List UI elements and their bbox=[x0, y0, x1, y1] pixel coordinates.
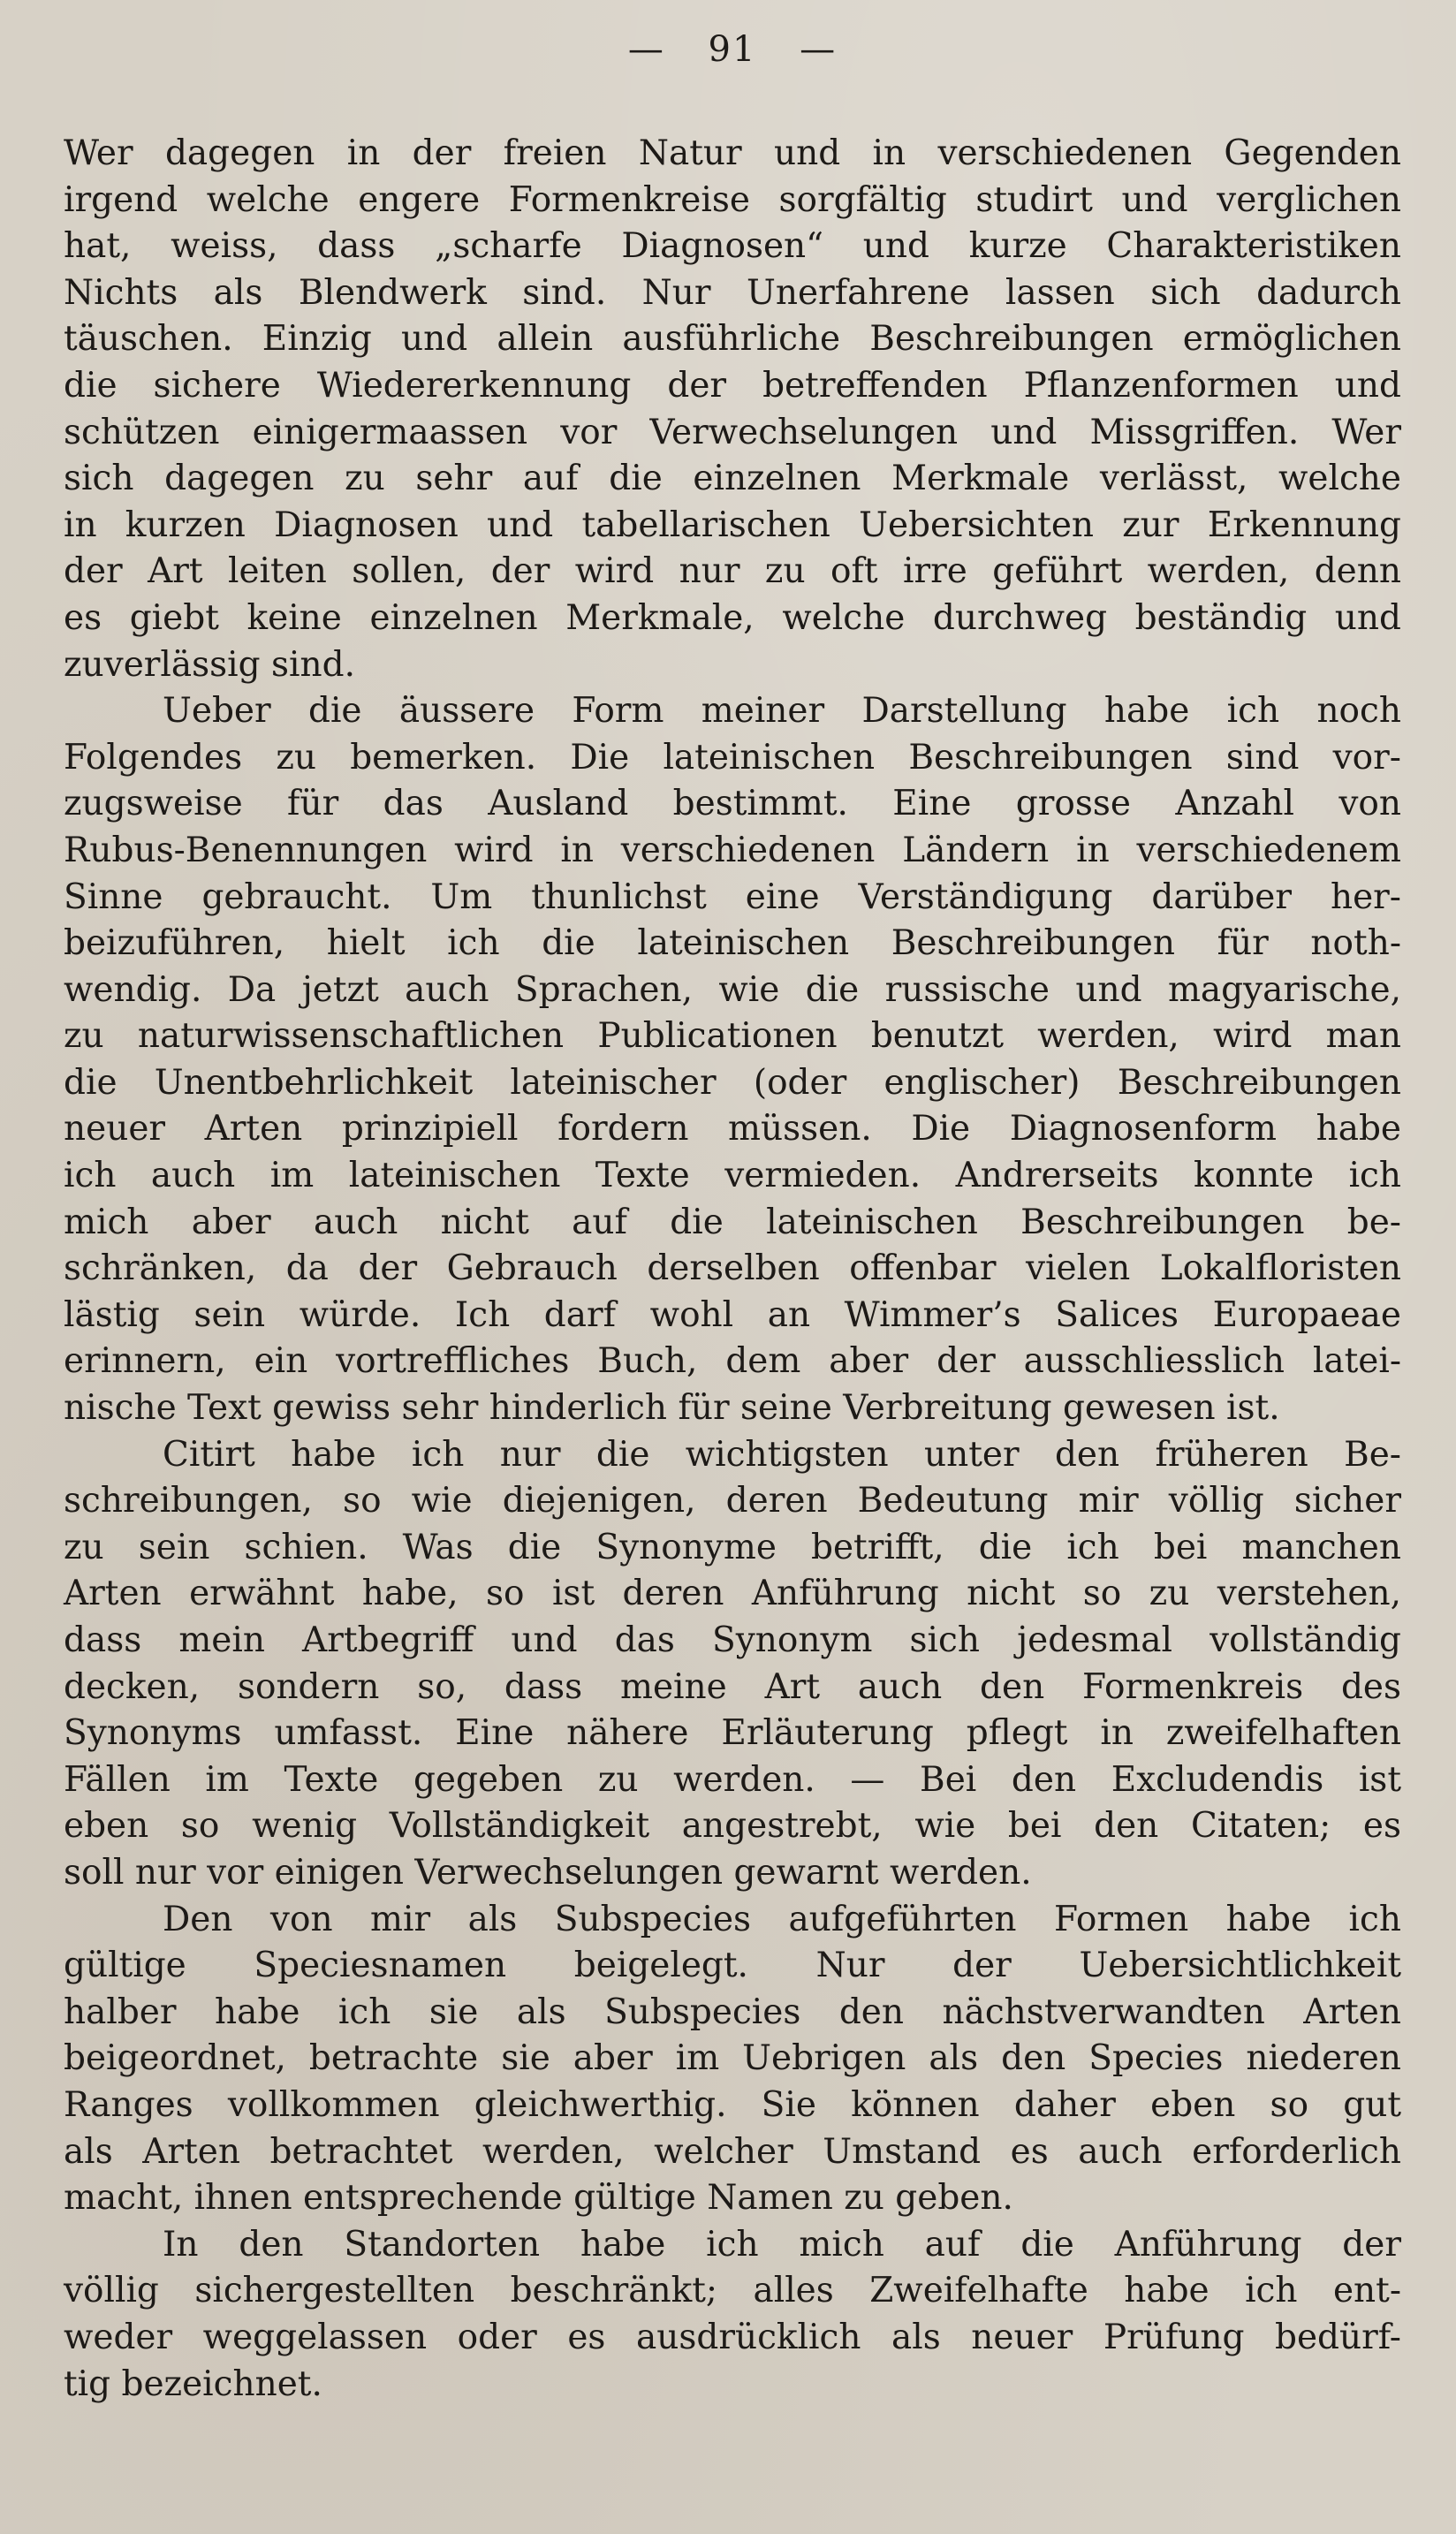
paragraph bbox=[64, 1432, 1401, 1897]
page-number: 91 bbox=[708, 29, 757, 70]
page-number-dash-left: — bbox=[627, 29, 665, 70]
text-line: sich dagegen zu sehr auf die einzelnen Merkmale verlässt, welche bbox=[64, 459, 1401, 499]
text-line: Fällen im Texte gegeben zu werden. — Bei den Excludendis ist bbox=[64, 1759, 1401, 1800]
text-line: schränken, da der Gebrauch derselben offenbar vielen Lokalfloristen bbox=[64, 1248, 1401, 1289]
text-line: Citirt habe ich nur die wichtigsten unter den früheren Be- bbox=[163, 1434, 1401, 1475]
text-line: erinnern, ein vortreffliches Buch, dem aber der ausschliesslich latei- bbox=[64, 1341, 1401, 1382]
text-line: in kurzen Diagnosen und tabellarischen Uebersichten zur Erkennung bbox=[64, 505, 1401, 545]
text-line: nische Text gewiss sehr hinderlich für seine Verbreitung gewesen ist. bbox=[64, 1388, 1280, 1429]
text-line: Den von mir als Subspecies aufgeführten Formen habe ich bbox=[163, 1899, 1401, 1939]
text-line: macht, ihnen entsprechende gültige Namen zu geben. bbox=[64, 2178, 1013, 2219]
paragraph bbox=[64, 688, 1401, 1432]
text-line: beizuführen, hielt ich die lateinischen Beschreibungen für noth- bbox=[64, 923, 1401, 964]
text-line: beigeordnet, betrachte sie aber im Uebrigen als den Species niederen bbox=[64, 2038, 1401, 2079]
text-line: schreibungen, so wie diejenigen, deren Bedeutung mir völlig sicher bbox=[64, 1481, 1401, 1521]
text-line: Ranges vollkommen gleichwerthig. Sie können daher eben so gut bbox=[64, 2084, 1401, 2125]
text-line: zu sein schien. Was die Synonyme betrifft, die ich bei manchen bbox=[64, 1527, 1401, 1567]
text-line: hat, weiss, dass „scharfe Diagnosen“ und kurze Charakteristiken bbox=[64, 226, 1401, 267]
text-line: irgend welche engere Formenkreise sorgfältig studirt und verglichen bbox=[64, 179, 1401, 220]
text-line: eben so wenig Vollständigkeit angestrebt, wie bei den Citaten; es bbox=[64, 1806, 1401, 1847]
text-line: es giebt keine einzelnen Merkmale, welche durchweg beständig und bbox=[64, 597, 1401, 638]
text-line: völlig sichergestellten beschränkt; alles Zweifelhafte habe ich ent- bbox=[64, 2271, 1401, 2311]
text-line: neuer Arten prinzipiell fordern müssen. Die Diagnosenform habe bbox=[64, 1109, 1401, 1149]
paragraph bbox=[64, 131, 1401, 688]
text-line: Folgendes zu bemerken. Die lateinischen Beschreibungen sind vor- bbox=[64, 737, 1401, 778]
text-line: Rubus-Benennungen wird in verschiedenen Ländern in verschiedenem bbox=[64, 830, 1401, 870]
text-line: decken, sondern so, dass meine Art auch den Formenkreis des bbox=[64, 1666, 1401, 1707]
text-line: die sichere Wiedererkennung der betreffenden Pflanzenformen und bbox=[64, 365, 1401, 406]
text-line: zugsweise für das Ausland bestimmt. Eine grosse Anzahl von bbox=[64, 784, 1401, 824]
text-line: zu naturwissenschaftlichen Publicationen benutzt werden, wird man bbox=[64, 1016, 1401, 1057]
text-line: Sinne gebraucht. Um thunlichst eine Verständigung darüber her- bbox=[64, 876, 1401, 917]
text-line: Nichts als Blendwerk sind. Nur Unerfahrene lassen sich dadurch bbox=[64, 272, 1401, 313]
text-line: gültige Speciesnamen beigelegt. Nur der Uebersichtlichkeit bbox=[64, 1946, 1401, 1986]
page-number-header bbox=[64, 25, 1401, 74]
paragraph bbox=[64, 1897, 1401, 2222]
text-line: schützen einigermaassen vor Verwechselungen und Missgriffen. Wer bbox=[64, 412, 1401, 452]
text-line: lästig sein würde. Ich darf wohl an Wimmer’s Salices Europaeae bbox=[64, 1294, 1401, 1335]
text-line: Ueber die äussere Form meiner Darstellung habe ich noch bbox=[163, 691, 1401, 732]
text-line: Wer dagegen in der freien Natur und in verschiedenen Gegenden bbox=[64, 133, 1401, 173]
text-line: die Unentbehrlichkeit lateinischer (oder englischer) Beschreibungen bbox=[64, 1062, 1401, 1103]
paragraph bbox=[64, 2222, 1401, 2408]
text-line: halber habe ich sie als Subspecies den nächstverwandten Arten bbox=[64, 1992, 1401, 2032]
text-line: täuschen. Einzig und allein ausführliche Beschreibungen ermöglichen bbox=[64, 319, 1401, 360]
text-line: zuverlässig sind. bbox=[64, 644, 355, 685]
body-text bbox=[64, 131, 1401, 2408]
text-line: als Arten betrachtet werden, welcher Umstand es auch erforderlich bbox=[64, 2131, 1401, 2172]
text-line: Synonyms umfasst. Eine nähere Erläuterung pflegt in zweifelhaften bbox=[64, 1713, 1401, 1754]
page-number-dash-right: — bbox=[800, 29, 838, 70]
text-line: soll nur vor einigen Verwechselungen gewarnt werden. bbox=[64, 1852, 1032, 1893]
text-line: wendig. Da jetzt auch Sprachen, wie die russische und magyarische, bbox=[64, 969, 1401, 1010]
text-line: ich auch im lateinischen Texte vermieden. Andrerseits konnte ich bbox=[64, 1156, 1401, 1196]
text-line: dass mein Artbegriff und das Synonym sich jedesmal vollständig bbox=[64, 1620, 1401, 1660]
text-line: mich aber auch nicht auf die lateinischen Beschreibungen be- bbox=[64, 1202, 1401, 1242]
text-line: der Art leiten sollen, der wird nur zu oft irre geführt werden, denn bbox=[64, 551, 1401, 592]
text-line: Arten erwähnt habe, so ist deren Anführung nicht so zu verstehen, bbox=[64, 1574, 1401, 1614]
text-line: tig bezeichnet. bbox=[64, 2363, 322, 2404]
text-line: In den Standorten habe ich mich auf die Anführung der bbox=[163, 2224, 1401, 2265]
book-page bbox=[64, 25, 1401, 2499]
text-line: weder weggelassen oder es ausdrücklich als neuer Prüfung bedürf- bbox=[64, 2317, 1401, 2357]
